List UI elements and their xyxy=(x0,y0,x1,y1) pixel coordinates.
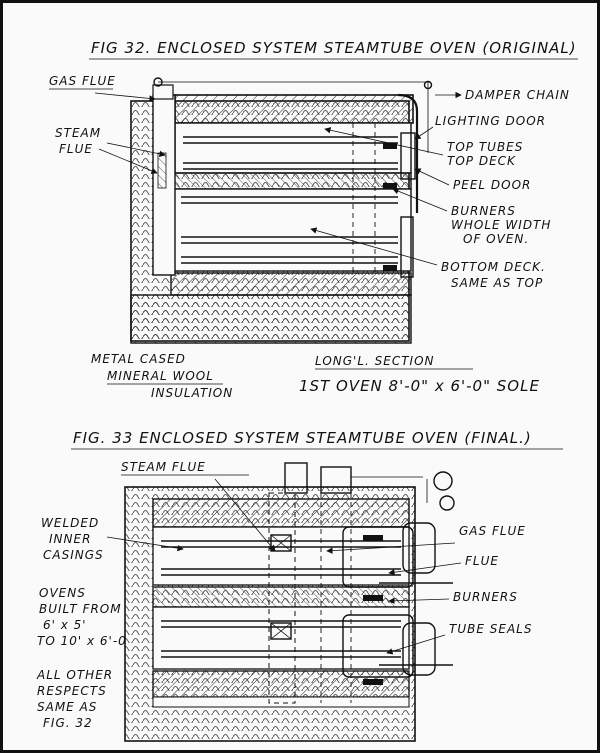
same-as-top-label: SAME AS TOP xyxy=(451,276,544,290)
long-section-label: LONG'L. SECTION xyxy=(315,354,435,368)
burners-label: BURNERS xyxy=(451,204,516,218)
bottom-deck-label: BOTTOM DECK. xyxy=(441,260,546,274)
fig32-gas-flue-label: GAS FLUE xyxy=(49,74,116,88)
fig32-flue-label: FLUE xyxy=(59,142,93,156)
fig33-gas-flue-label: GAS FLUE xyxy=(459,524,526,538)
whole-width-label: WHOLE WIDTH xyxy=(451,218,552,232)
respects-label: RESPECTS xyxy=(37,684,107,698)
oven-sole-label: 1ST OVEN 8'-0" x 6'-0" SOLE xyxy=(299,377,540,395)
fig33-burners-label: BURNERS xyxy=(453,590,518,604)
fig33-steam-flue-label: STEAM FLUE xyxy=(121,460,206,474)
peel-door-label: PEEL DOOR xyxy=(453,178,532,192)
all-other-label: ALL OTHER xyxy=(37,668,114,682)
damper-chain-label: DAMPER CHAIN xyxy=(465,88,570,102)
of-oven-label: OF OVEN. xyxy=(463,232,530,246)
lighting-door-label: LIGHTING DOOR xyxy=(435,114,546,128)
top-deck-label: TOP DECK xyxy=(447,154,516,168)
same-as-label: SAME AS xyxy=(37,700,98,714)
fig32-title: FIG 32. ENCLOSED SYSTEM STEAMTUBE OVEN (ORIGINAL) xyxy=(91,39,577,57)
inner-label: INNER xyxy=(49,532,92,546)
insulation-label: INSULATION xyxy=(151,386,234,400)
ovens-label: OVENS xyxy=(39,586,86,600)
tube-seals-label: TUBE SEALS xyxy=(449,622,533,636)
mineral-wool-label: MINERAL WOOL xyxy=(107,369,214,383)
fig32-steam-label: STEAM xyxy=(55,126,102,140)
size-max-label: TO 10' x 6'-0 xyxy=(37,634,127,648)
welded-label: WELDED xyxy=(41,516,100,530)
built-from-label: BUILT FROM xyxy=(39,602,122,616)
fig33-title: FIG. 33 ENCLOSED SYSTEM STEAMTUBE OVEN (FINAL.) xyxy=(73,429,532,447)
casings-label: CASINGS xyxy=(43,548,104,562)
fig33-oven-body xyxy=(125,463,454,741)
size-min-label: 6' x 5' xyxy=(43,618,87,632)
metal-cased-label: METAL CASED xyxy=(91,352,186,366)
technical-drawing xyxy=(3,3,600,756)
top-tubes-label: TOP TUBES xyxy=(447,140,524,154)
fig32-foundation xyxy=(131,295,411,343)
fig32-ref-label: FIG. 32 xyxy=(43,716,93,730)
fig33-flue-label: FLUE xyxy=(465,554,499,568)
